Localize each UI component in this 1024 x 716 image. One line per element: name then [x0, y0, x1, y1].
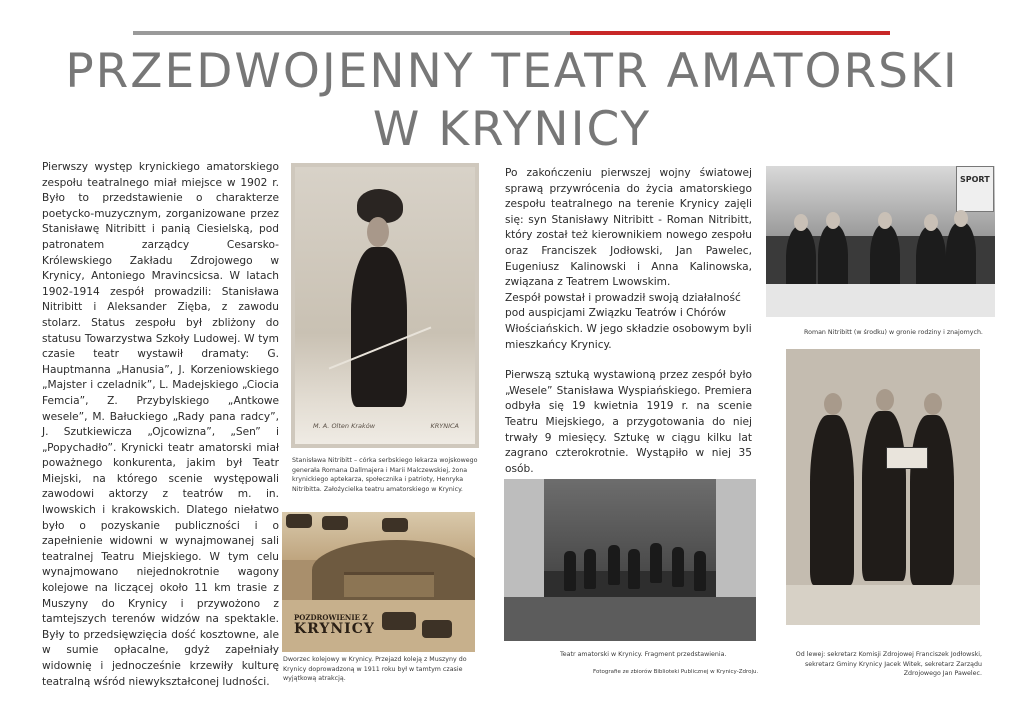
- postcard-greeting-big: KRYNICY: [294, 620, 375, 637]
- page-title-line2: W KRYNICY: [372, 102, 652, 157]
- caption-stage: Teatr amatorski w Krynicy. Fragment przedstawienia.: [560, 651, 727, 658]
- caption-three-men: Od lewej: sekretarz Komisji Zdrojowej Franciszek Jodłowski, sekretarz Gminy Krynicy Jacek Witek, sekretarz Zarządu Zdrojowego Jan Pawelec.: [795, 651, 982, 678]
- poster-text: SPORT: [960, 175, 990, 184]
- column2-text: [505, 166, 752, 477]
- postcard-greeting-small: POZDROWIENIE Z: [294, 613, 368, 622]
- column2-paragraph-1: Po zakończeniu pierwszej wojny światowej sprawą przywrócenia do życia amatorskiego zespołu teatralnego na terenie Krynicy zajęli się: syn Stanisławy Nitribitt - Roman Nitribitt, który został też kierownikiem nowego zespołu oraz Franciszek Jodłowski, Jan Pawelec, Eugeniusz Kalinowski i Anna Kalinowska, związana z Teatrem Lwowskim.: [505, 167, 752, 289]
- column2-paragraph-3: Pierwszą sztuką wystawioną przez zespół było „Wesele” Stanisława Wyspiańskiego. Premiera odbyła się 19 kwietnia 1919 r. na scenie Teatru Miejskiego, a przygotowania do niej trwały 9 miesięcy. Sztukę w ciągu kilku lat zagrano czterokrotnie. Wystąpiło w niej 35 osób.: [505, 369, 752, 475]
- caption-portrait: Stanisława Nitribitt – córka serbskiego lekarza wojskowego generała Romana Dallmajera i Marii Malczewskiej, żona krynickiego aptekarza, społecznika i patrioty, Henryka Nitribitta. Założycielka teatru amatorskiego w Krynicy.: [292, 457, 478, 493]
- caption-postcard: Dworzec kolejowy w Krynicy. Przejazd koleją z Muszyny do Krynicy doprowadzoną w 1911 roku był w tamtym czasie wyjątkową atrakcją.: [283, 656, 467, 683]
- column2-paragraph-2: Zespół powstał i prowadził swoją działalność pod auspicjami Związku Teatrów i Chórów Włościańskich. W jego składzie osobowym byli mieszkańcy Krynicy.: [505, 291, 752, 351]
- photo-credit: Fotografie ze zbiorów Biblioteki Publicznej w Krynicy-Zdroju.: [593, 669, 759, 675]
- photo-three-men: [786, 349, 980, 625]
- caption-group: Roman Nitribitt (w środku) w gronie rodziny i znajomych.: [804, 329, 983, 336]
- photo-roman-nitribitt-group: [766, 166, 995, 317]
- column1-text: [42, 160, 279, 690]
- postcard-greeting: [294, 614, 375, 637]
- title-rule-red: [570, 31, 890, 35]
- studio-city: KRYNICA: [430, 422, 459, 430]
- column1-paragraph: Pierwszy występ krynickiego amatorskiego zespołu teatralnego miał miejsce w 1902 r. Było to przedstawienie o charakterze poetycko-muzycznym, zorganizowane przez Stanisławę Nitribitt i panią Ciesielską, pod patronatem zarządcy Cesarsko-Królewskiego Zakładu Zdrojowego w Krynicy, Antoniego Mravincsicsa. W latach 1902-1914 zespół prowadzili: Stanisława Nitribitt i Aleksander Zięba, z zawodu stolarz. Status zespołu był zbliżony do statusu Towarzystwa Szkoły Ludowej. W tym czasie teatr wystawił dramaty: G. Hauptmanna „Hanusia”, J. Korzeniowskiego „Majster i czeladnik”, L. Madejskiego „Ciocia Femcia”, Z. Przybylskiego „Antkowe wesele”, M. Bałuckiego „Rady pana radcy”, J. Szutkiewicza „Ojcowizna”, „Sen” i „Popychadło”. Krynicki teatr amatorski miał poważnego konkurenta, jakim był Teatr Miejski, na którego scenie występowali zawodowi aktorzy z teatrów m. in. lwowskich i krakowskich. Dlatego niełatwo było o pozyskanie publiczności i o zapełnienie widowni w wynajmowanej sali teatralnej Teatru Miejskiego. W tym celu wynajmowano niejednokrotnie wagony kolejowe na liczącej około 11 km trasie z Muszyny do Krynicy i przywożono z tamtejszych terenów widzów na spektakle. Były to przedsięwzięcia dość kosztowne, ale w sumie opłacalne, gdyż zapełniały widownię i jednocześnie krzewiły kulturę teatralną wśród niewykształconej ludności.: [42, 161, 279, 688]
- photo-postcard-station: [282, 512, 475, 652]
- photo-stanislawa-nitribitt: [291, 163, 479, 448]
- photo-stage-performance: [504, 479, 756, 641]
- page-title-line1: PRZEDWOJENNY TEATR AMATORSKI: [65, 44, 959, 99]
- title-rule-gray: [133, 31, 570, 35]
- studio-stamp: M. A. Olten Kraków: [313, 422, 376, 430]
